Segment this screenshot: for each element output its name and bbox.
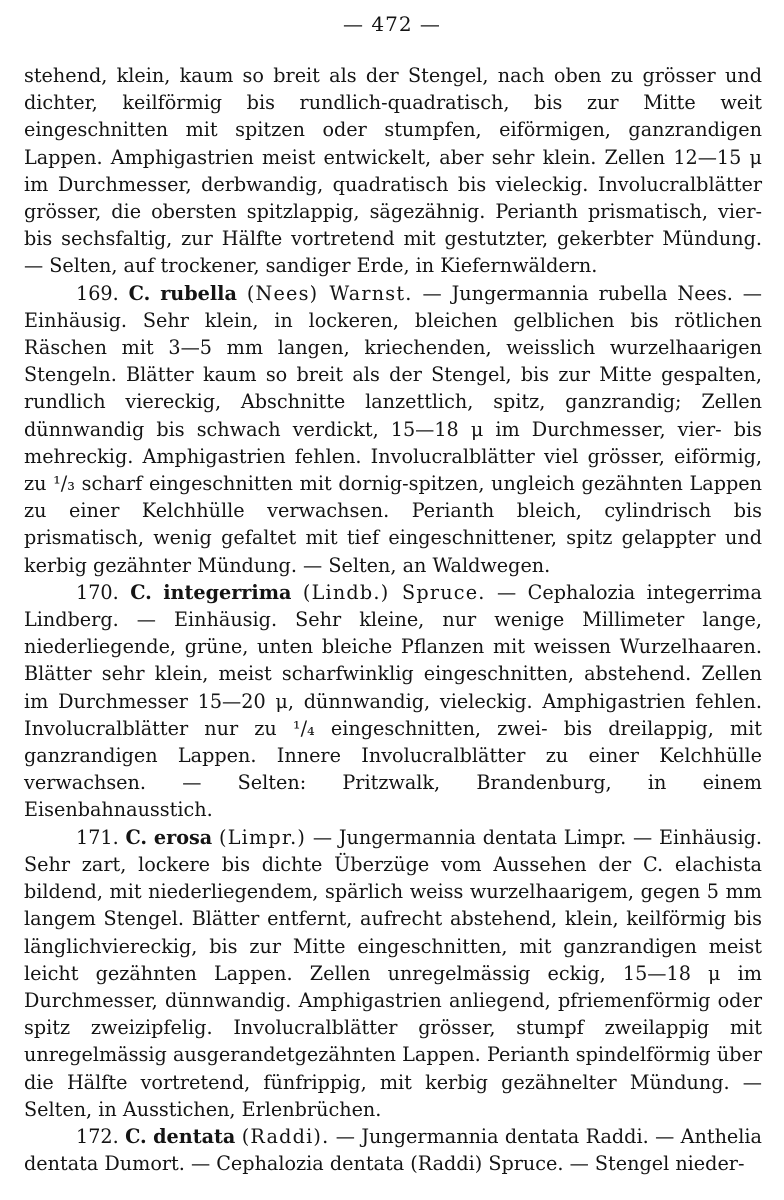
entry-number: 169. (76, 281, 119, 305)
entry-description: — Jungermannia dentata Raddi. — Anthelia dentata Dumort. — Cephalozia dentata (Raddi) Spruce. — Stengel nieder- (24, 1124, 762, 1176)
entry-species-name: dentata (153, 1124, 236, 1148)
species-entry-171 (24, 824, 762, 1123)
entry-genus: C. (125, 825, 148, 849)
entry-description: — Jungermannia dentata Limpr. — Einhäusig. Sehr zart, lockere bis dichte Überzüge vom Aussehen der C. elachista bildend, mit niederliegendem, spärlich weiss wurzelhaarigem, gegen 5 mm langem Stengel. Blätter entfernt, aufrecht abstehend, klein, keilförmig bis länglichviereckig, bis zur Mitte eingeschnitten, mit ganzrandigen meist leicht gezähnten Lappen. Zellen unregelmässig eckig, 15—18 μ im Durchmesser, dünnwandig. Amphigastrien anliegend, pfriemenförmig oder spitz zweizipfelig. Involucralblätter grösser, stumpf zweilappig mit unregelmässig ausgerandetgezähnten Lappen. Perianth spindelförmig über die Hälfte vortretend, fünfrippig, mit kerbig gezähnelter Mündung. — Selten, in Ausstichen, Erlenbrüchen. (24, 825, 762, 1121)
entry-description: — Jungermannia rubella Nees. — Einhäusig. Sehr klein, in lockeren, bleichen gelblichen bis rötlichen Räschen mit 3—5 mm langen, kriechenden, weisslich wurzelhaarigen Stengeln. Blätter kaum so breit als der Stengel, bis zur Mitte gespalten, rundlich viereckig, Abschnitte lanzettlich, spitz, ganzrandig; Zellen dünnwandig bis schwach verdickt, 15—18 μ im Durchmesser, vier- bis mehreckig. Amphigastrien fehlen. Involucralblätter viel grösser, eiförmig, zu ¹/₃ scharf eingeschnitten mit dornig-spitzen, ungleich gezähnten Lappen zu einer Kelchhülle verwachsen. Perianth bleich, cylindrisch bis prismatisch, wenig gefaltet mit tief eingeschnittener, spitz gelappter und kerbig gezähnter Mündung. — Selten, an Waldwegen. (24, 281, 762, 577)
entry-genus: C. (128, 281, 151, 305)
entry-genus: C. (130, 580, 152, 604)
page-number: — 472 — (343, 12, 441, 36)
entry-author: (Raddi). (241, 1124, 330, 1148)
text-body (24, 62, 762, 1177)
entry-number: 170. (76, 580, 119, 604)
entry-species-name: integerrima (163, 580, 292, 604)
species-entry-172 (24, 1123, 762, 1177)
entry-species-name: erosa (153, 825, 213, 849)
entry-author: (Nees) Warnst. (246, 281, 413, 305)
species-entry-170 (24, 579, 762, 824)
entry-author: (Limpr.) (219, 825, 307, 849)
entry-genus: C. (125, 1124, 147, 1148)
species-entry-169 (24, 280, 762, 579)
entry-author: (Lindb.) Spruce. (302, 580, 486, 604)
entry-description: — Cephalozia integerrima Lindberg. — Einhäusig. Sehr kleine, nur wenige Millimeter lange, niederliegende, grüne, unten bleiche Pflanzen mit weissen Wurzelhaaren. Blätter sehr klein, meist scharfwinklig eingeschnitten, abstehend. Zellen im Durchmesser 15—20 μ, dünnwandig, vieleckig. Amphigastrien fehlen. Involucralblätter nur zu ¹/₄ eingeschnitten, zwei- bis dreilappig, mit ganzrandigen Lappen. Innere Involucralblätter zu einer Kelchhülle verwachsen. — Selten: Pritzwalk, Brandenburg, in einem Eisenbahnausstich. (24, 580, 762, 822)
continuation-paragraph: stehend, klein, kaum so breit als der Stengel, nach oben zu grösser und dichter, keilförmig bis rundlich-quadratisch, bis zur Mitte weit eingeschnitten mit spitzen oder stumpfen, eiförmigen, ganzrandigen Lappen. Amphigastrien meist entwickelt, aber sehr klein. Zellen 12—15 μ im Durchmesser, derbwandig, quadratisch bis vieleckig. Involucralblätter grösser, die obersten spitzlappig, sägezähnig. Perianth prismatisch, vier- bis sechsfaltig, zur Hälfte vortretend mit gestutzter, gekerbter Mündung. — Selten, auf trockener, sandiger Erde, in Kiefernwäldern. (24, 64, 762, 278)
entry-number: 172. (76, 1124, 119, 1148)
entry-species-name: rubella (160, 281, 237, 305)
entry-number: 171. (76, 825, 119, 849)
